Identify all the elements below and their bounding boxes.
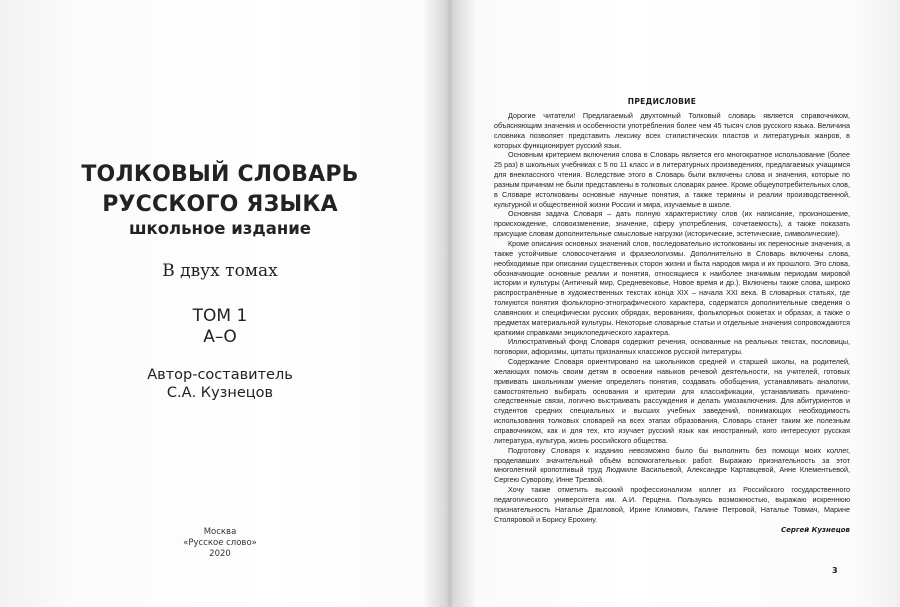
preface-paragraph: Основная задача Словаря – дать полную характеристику слов (их написание, произношение, происхождение, словоизменение, значение, сферу употребления, сочетаемость), а также показать присущие словам дополнительные смысловые нагрузки (исторические, эстетические, символические). (494, 209, 850, 239)
volumes-label: В двух томах (162, 261, 278, 281)
preface-paragraph: Дорогие читатели! Предлагаемый двухтомный Толковый словарь является справочником, объясняющим значения и особенности употребления более чем 45 тысяч слов русского языка. Величина словника позволяет представить лексику всех стилистических пластов и литературных жанров, в которых функционирует русский язык. (494, 111, 850, 150)
letter-range: А–О (203, 327, 237, 347)
preface-body (494, 111, 850, 524)
volume-info (0, 306, 440, 348)
book-title (0, 160, 440, 220)
author-block (0, 366, 440, 402)
volume-number: ТОМ 1 (192, 306, 248, 326)
preface-paragraph: Содержание Словаря ориентировано на школьников средней и старшей школы, на родителей, желающих помочь своим детям в освоении навыков речевой деятельности, на учителей, готовых прививать школьникам умение определять понятия, создавать обобщения, устанавливать аналогии, самостоятельно выбирать основания и критерии для классификации, устанавливать причинно-следственные связи, логично выстраивать рассуждения и делать умозаключения. Для абитуриентов и студентов средних специальных и высших учебных заведений, понимающих необходимость использования толковых словарей на всех этапах образования, Словарь станет таким же полезным справочником, как и для тех, кто изучает русский язык как иностранный, кого интересуют русская литература, культура, жизнь российского общества. (494, 357, 850, 445)
imprint (0, 527, 440, 560)
preface-paragraph: Основным критерием включения слова в Словарь является его многократное использование (более 25 раз) в школьных учебниках с 5 по 11 класс и в литературных произведениях, предлагаемых учащимся для внеклассного чтения. Вследствие этого в Словарь были включены слова и значения, которые по разным причинам не были представлены в толковых словарях ранее. Кроме общеупотребительных слов, в Словаре истолкованы основные научные понятия, а также термины и реалии производственной, культурной и общественной жизни России и мира, изучаемые в школе. (494, 150, 850, 209)
preface-paragraph: Подготовку Словаря к изданию невозможно было бы выполнить без помощи моих коллег, проделавших значительный объём вспомогательных работ. Выражаю признательность за этот многолетний кропотливый труд Людмиле Васильевой, Александре Картавцевой, Анне Клементьевой, Сергею Суворову, Инне Трезвой. (494, 445, 850, 485)
preface-heading: ПРЕДИСЛОВИЕ (627, 97, 697, 106)
title-line: РУССКОГО ЯЗЫКА (102, 192, 338, 217)
title-line: ТОЛКОВЫЙ СЛОВАРЬ (81, 162, 359, 187)
edition-label: школьное издание (128, 219, 311, 238)
preface-paragraph: Кроме описания основных значений слов, последовательно истолкованы их переносные значения, а также устойчивые словосочетания и фразеологизмы. Дополнительно в Словарь включены слова, необходимые при описании существенных сторон жизни и быта народов мира и их прошлого. Это слова, обозначающие основные реалии и понятия, относящиеся к наиболее значимым периодам мировой истории и культуры (Античный мир, Средневековье, Новое время и др.). Включены также слова, широко распространённые в художественных текстах конца XIX – начала XXI века. В словарных статьях, где толкуются понятия фольклорно-этнографического характера, содержатся дополнительные сведения о славянских и специфически русских обрядах, верованиях, фольклорных сюжетах и образах, а также о предметах материальной культуры. Некоторые словарные статьи и отдельные значения сопровождаются краткими справками энциклопедического характера. (494, 238, 850, 337)
signature: Сергей Кузнецов (780, 526, 850, 534)
title-page (0, 0, 448, 607)
page-number: 3 (832, 566, 838, 575)
imprint-publisher: «Русское слово» (183, 538, 257, 548)
imprint-year: 2020 (209, 549, 231, 559)
preface-paragraph: Иллюстративный фонд Словаря содержит речения, основанные на реальных текстах, пословицы, поговорки, афоризмы, цитаты признанных классиков русской литературы. (494, 337, 850, 357)
preface-page (452, 0, 900, 607)
author-name: С.А. Кузнецов (166, 385, 274, 401)
preface-paragraph: Хочу также отметить высокий профессионализм коллег из Российского государственного педагогического университета им. А.И. Герцена. Пользуясь возможностью, выражаю искреннюю признательность Наталье Драгловой, Ирине Климович, Галине Петровой, Наталье Товмач, Марине Столяровой и Борису Ерохину. (494, 485, 850, 524)
imprint-city: Москва (203, 527, 237, 537)
author-role: Автор-составитель (147, 367, 293, 383)
